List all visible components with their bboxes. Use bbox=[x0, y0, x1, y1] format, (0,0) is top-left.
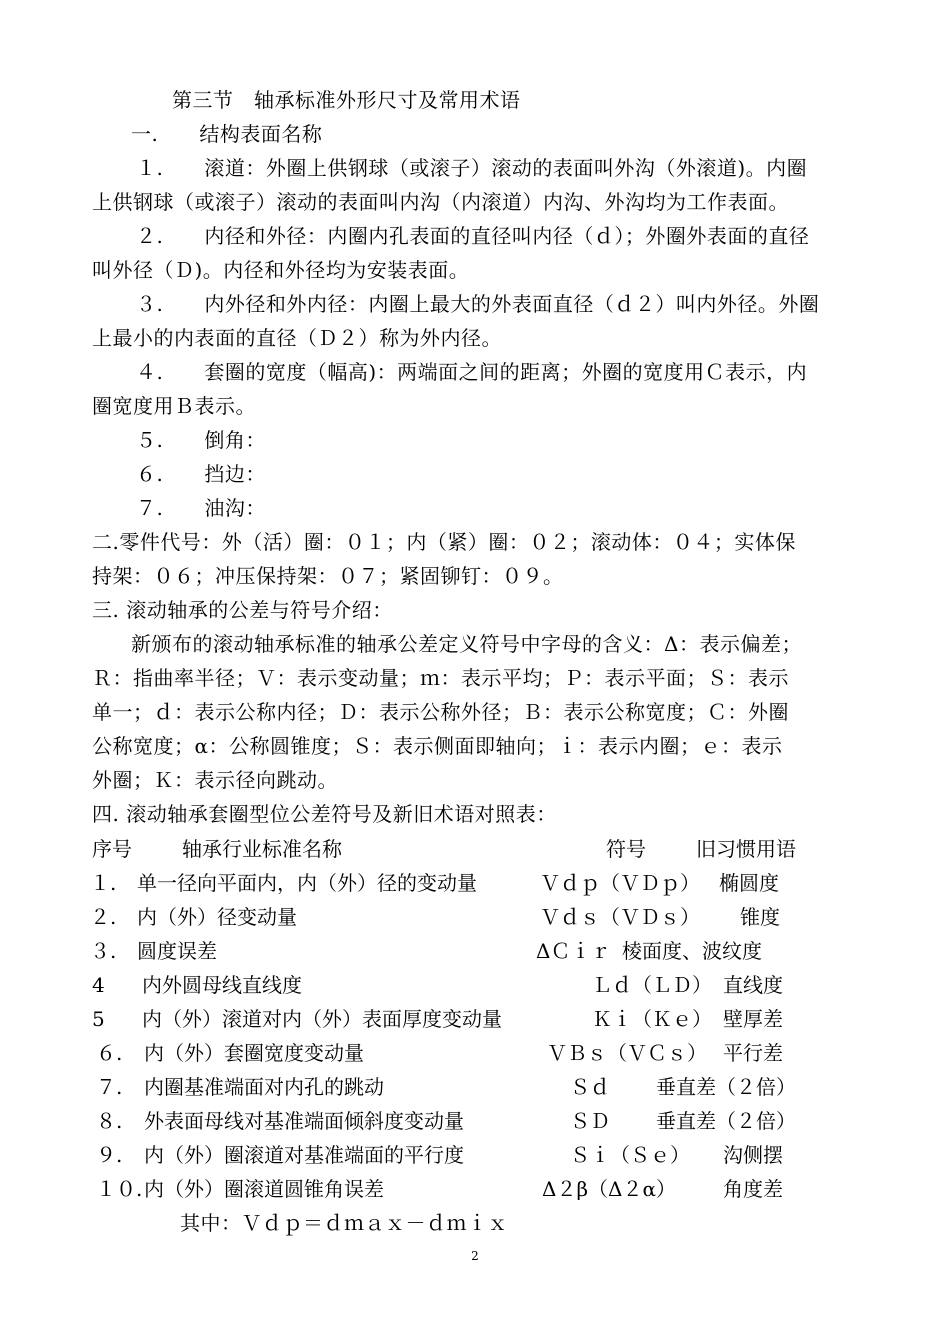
row-old: 沟侧摆 bbox=[723, 1143, 783, 1167]
section3-line1: 新颁布的滚动轴承标准的轴承公差定义符号中字母的含义：Δ：表示偏差； bbox=[131, 632, 802, 656]
row-no: １０. bbox=[96, 1177, 143, 1201]
section3-line2: Ｒ：指曲率半径；Ｖ：表示变动量；ｍ：表示平均；Ｐ：表示平面；Ｓ：表示 bbox=[92, 666, 789, 690]
section1-title: 一. 结构表面名称 bbox=[131, 122, 323, 146]
row-no: ６. bbox=[96, 1041, 123, 1065]
row-symbol: Ｌｄ（ＬＤ） bbox=[592, 973, 712, 997]
row-no: ９. bbox=[96, 1143, 123, 1167]
row-name: 内（外）圈滚道圆锥角误差 bbox=[144, 1177, 384, 1201]
row-old: 平行差 bbox=[723, 1041, 783, 1065]
item3-line2: 上最小的内表面的直径（Ｄ２）称为外内径。 bbox=[92, 326, 502, 350]
item6: ６. 挡边： bbox=[136, 462, 266, 486]
table-header-no: 序号 bbox=[92, 837, 132, 861]
table-header-symbol: 符号 bbox=[606, 837, 646, 861]
row-no: ８. bbox=[96, 1109, 123, 1133]
row-symbol: Ｖｄｓ（ＶＤｓ） bbox=[540, 905, 700, 929]
row-old: 锥度 bbox=[740, 905, 780, 929]
row-symbol: Δ２β（Δ２α） bbox=[542, 1177, 676, 1201]
item3-line1: ３. 内外径和外内径：内圈上最大的外表面直径（ｄ２）叫内外径。外圈 bbox=[136, 292, 820, 316]
section-heading: 第三节 轴承标准外形尺寸及常用术语 bbox=[172, 88, 521, 112]
item7: ７. 油沟： bbox=[136, 496, 266, 520]
section3-title: 三. 滚动轴承的公差与符号介绍： bbox=[92, 598, 393, 622]
row-no: 4 bbox=[92, 973, 105, 997]
row-old: 棱面度、波纹度 bbox=[622, 939, 762, 963]
row-name: 内外圆母线直线度 bbox=[142, 973, 302, 997]
section3-line4: 公称宽度；α：公称圆锥度；Ｓ：表示侧面即轴向；ｉ：表示内圈；ｅ：表示 bbox=[92, 734, 783, 758]
item4-line2: 圈宽度用Ｂ表示。 bbox=[92, 394, 256, 418]
row-symbol: Ｓｉ（Ｓｅ） bbox=[570, 1143, 690, 1167]
row-old: 直线度 bbox=[723, 973, 783, 997]
item2-line2: 叫外径（Ｄ)。内径和外径均为安装表面。 bbox=[92, 258, 470, 282]
row-name: 外表面母线对基准端面倾斜度变动量 bbox=[144, 1109, 464, 1133]
row-no: １. bbox=[90, 871, 117, 895]
row-symbol: Ｖｄｐ（ＶＤｐ） bbox=[540, 871, 700, 895]
table-header-name: 轴承行业标准名称 bbox=[182, 837, 342, 861]
row-symbol: Ｓｄ bbox=[570, 1075, 610, 1099]
table-header-old: 旧习惯用语 bbox=[696, 837, 796, 861]
row-name: 内（外）圈滚道对基准端面的平行度 bbox=[144, 1143, 464, 1167]
section3-line5: 外圈；Ｋ：表示径向跳动。 bbox=[92, 768, 338, 792]
section2-line1: 二.零件代号：外（活）圈：０１；内（紧）圈：０２；滚动体：０４；实体保 bbox=[92, 530, 796, 554]
row-old: 角度差 bbox=[723, 1177, 783, 1201]
row-symbol: ＶＢｓ（ＶＣｓ） bbox=[547, 1041, 707, 1065]
row-symbol: ΔＣｉｒ bbox=[536, 939, 611, 963]
row-symbol: ＳＤ bbox=[570, 1109, 610, 1133]
item1-line2: 上供钢球（或滚子）滚动的表面叫内沟（内滚道）内沟、外沟均为工作表面。 bbox=[92, 190, 789, 214]
page-number: 2 bbox=[471, 1249, 479, 1263]
row-name: 单一径向平面内，内（外）径的变动量 bbox=[137, 871, 477, 895]
row-no: ７. bbox=[96, 1075, 123, 1099]
row-symbol: Ｋｉ（Ｋｅ） bbox=[592, 1007, 712, 1031]
row-name: 圆度误差 bbox=[137, 939, 217, 963]
item4-line1: ４. 套圈的宽度（幅高)：两端面之间的距离；外圈的宽度用Ｃ表示，内 bbox=[136, 360, 808, 384]
row-name: 内（外）径变动量 bbox=[137, 905, 297, 929]
row-name: 内圈基准端面对内孔的跳动 bbox=[144, 1075, 384, 1099]
row-old: 垂直差（２倍） bbox=[656, 1075, 796, 1099]
section2-line2: 持架：０６；冲压保持架：０７；紧固铆钉：０９。 bbox=[92, 564, 564, 588]
section4-title: 四. 滚动轴承套圈型位公差符号及新旧术语对照表： bbox=[92, 802, 557, 826]
item5: ５. 倒角： bbox=[136, 428, 266, 452]
item2-line1: ２. 内径和外径：内圈内孔表面的直径叫内径（ｄ）；外圈外表面的直径 bbox=[136, 224, 810, 248]
row-name: 内（外）滚道对内（外）表面厚度变动量 bbox=[142, 1007, 502, 1031]
row-name: 内（外）套圈宽度变动量 bbox=[144, 1041, 364, 1065]
row-old: 壁厚差 bbox=[723, 1007, 783, 1031]
row-old: 椭圆度 bbox=[719, 871, 779, 895]
row-old: 垂直差（２倍） bbox=[656, 1109, 796, 1133]
row-no: ２. bbox=[90, 905, 117, 929]
row-no: ３. bbox=[90, 939, 117, 963]
formula: 其中：Ｖｄｐ＝ｄｍａｘ－ｄｍｉｘ bbox=[180, 1211, 508, 1235]
item1-line1: １. 滚道：外圈上供钢球（或滚子）滚动的表面叫外沟（外滚道)。内圈 bbox=[136, 156, 808, 180]
row-no: 5 bbox=[92, 1007, 105, 1031]
section3-line3: 单一；ｄ：表示公称内径；Ｄ：表示公称外径；Ｂ：表示公称宽度；Ｃ：外圈 bbox=[92, 700, 789, 724]
